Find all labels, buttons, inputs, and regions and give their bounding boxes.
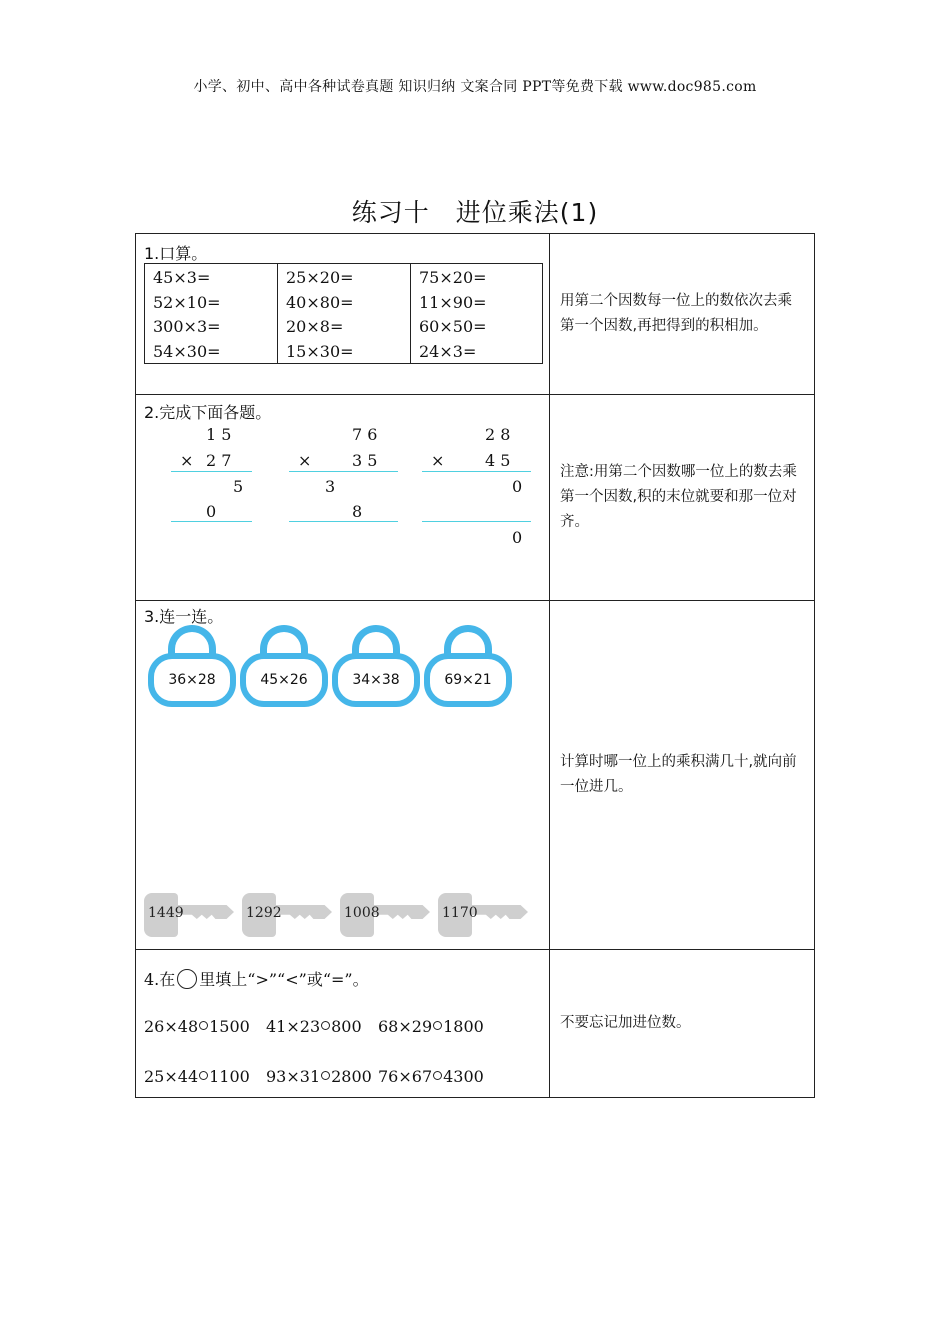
question-4-label xyxy=(144,967,369,990)
right-value: 1500 xyxy=(209,1017,250,1036)
compare-item xyxy=(378,1067,484,1086)
compare-circle[interactable] xyxy=(199,1071,208,1080)
tip-text: 注意:用第二个因数哪一位上的数去乘第一个因数,积的末位就要和那一位对齐。 xyxy=(560,464,797,530)
answer-line xyxy=(422,521,531,522)
lock-4[interactable] xyxy=(424,625,512,711)
times-sign: × xyxy=(180,451,194,470)
question-1-label: 1.口算。 xyxy=(144,244,208,263)
compare-circle[interactable] xyxy=(199,1021,208,1030)
oral-column-2 xyxy=(277,264,410,363)
compare-item xyxy=(266,1017,378,1036)
question-2-cell xyxy=(136,395,550,600)
oral-item: 15×30= xyxy=(286,341,354,361)
compare-circle[interactable] xyxy=(321,1071,330,1080)
answer-line xyxy=(289,471,398,472)
tip-text: 不要忘记加进位数。 xyxy=(560,1015,691,1031)
multiplicand: 1 5 xyxy=(206,425,232,444)
lock-label: 36×28 xyxy=(148,653,236,707)
question-1-tip xyxy=(550,234,814,394)
compare-circle[interactable] xyxy=(321,1021,330,1030)
oral-item: 25×20= xyxy=(286,268,354,287)
key-2[interactable] xyxy=(242,889,334,943)
question-4-row xyxy=(136,950,814,1097)
multiplier: 4 5 xyxy=(485,451,511,470)
partial-product-2: 0 xyxy=(206,502,217,521)
oral-item: 20×8= xyxy=(286,317,344,336)
multiplicand: 2 8 xyxy=(485,425,511,444)
right-value: 1800 xyxy=(443,1017,484,1036)
times-sign: × xyxy=(431,451,445,470)
lock-label: 69×21 xyxy=(424,653,512,707)
compare-item xyxy=(266,1067,378,1086)
left-expr: 25×44 xyxy=(144,1067,199,1086)
exercise-table xyxy=(135,233,815,1098)
oral-item: 40×80= xyxy=(286,292,354,312)
question-3-row xyxy=(136,601,814,950)
left-expr: 93×31 xyxy=(266,1067,321,1086)
key-3[interactable] xyxy=(340,889,432,943)
oral-item: 45×3= xyxy=(153,268,211,287)
oral-item: 11×90= xyxy=(419,292,487,312)
partial-product-1: 0 xyxy=(512,477,523,496)
right-value: 800 xyxy=(331,1017,362,1036)
lock-label: 34×38 xyxy=(332,653,420,707)
question-2-tip xyxy=(550,395,814,600)
question-3-label: 3.连一连。 xyxy=(144,607,224,626)
compare-circle[interactable] xyxy=(433,1021,442,1030)
circle-icon xyxy=(177,969,197,989)
compare-item xyxy=(378,1017,484,1036)
question-4-tip xyxy=(550,950,814,1097)
partial-product-2: 8 xyxy=(352,502,363,521)
compare-circle[interactable] xyxy=(433,1071,442,1080)
key-label: 1292 xyxy=(246,905,282,921)
oral-column-1 xyxy=(145,264,278,363)
oral-item: 300×3= xyxy=(153,317,221,336)
oral-calc-table xyxy=(144,263,543,364)
multiplier: 3 5 xyxy=(352,451,378,470)
result: 0 xyxy=(512,528,523,547)
key-label: 1008 xyxy=(344,905,380,921)
compare-item xyxy=(144,1067,266,1086)
answer-line xyxy=(422,471,531,472)
tip-text: 计算时哪一位上的乘积满几十,就向前一位进几。 xyxy=(560,754,797,795)
multiplier: 2 7 xyxy=(206,451,232,470)
answer-line xyxy=(171,521,252,522)
multiplicand: 7 6 xyxy=(352,425,378,444)
lock-label: 45×26 xyxy=(240,653,328,707)
times-sign: × xyxy=(298,451,312,470)
label-suffix: 里填上“>”“<”或“=”。 xyxy=(199,970,369,989)
key-4[interactable] xyxy=(438,889,530,943)
question-2-row xyxy=(136,395,814,601)
question-1-cell xyxy=(136,234,550,394)
lock-1[interactable] xyxy=(148,625,236,711)
lock-2[interactable] xyxy=(240,625,328,711)
question-1-row xyxy=(136,234,814,395)
lock-3[interactable] xyxy=(332,625,420,711)
right-value: 4300 xyxy=(443,1067,484,1086)
key-1[interactable] xyxy=(144,889,236,943)
compare-row-1 xyxy=(144,1017,484,1036)
compare-row-2 xyxy=(144,1067,484,1086)
left-expr: 68×29 xyxy=(378,1017,433,1036)
question-3-cell xyxy=(136,601,550,949)
page-title: 练习十 进位乘法(1) xyxy=(351,198,599,227)
key-label: 1449 xyxy=(148,905,184,921)
right-value: 1100 xyxy=(209,1067,250,1086)
oral-column-3 xyxy=(410,264,542,363)
oral-item: 60×50= xyxy=(419,317,487,336)
question-3-tip xyxy=(550,601,814,949)
key-label: 1170 xyxy=(442,905,478,921)
question-2-label: 2.完成下面各题。 xyxy=(144,403,272,422)
oral-item: 52×10= xyxy=(153,292,221,312)
tip-text: 用第二个因数每一位上的数依次去乘第一个因数,再把得到的积相加。 xyxy=(560,293,792,334)
left-expr: 26×48 xyxy=(144,1017,199,1036)
question-4-cell xyxy=(136,950,550,1097)
right-value: 2800 xyxy=(331,1067,372,1086)
oral-item: 75×20= xyxy=(419,268,487,287)
oral-item: 54×30= xyxy=(153,341,221,361)
label-prefix: 4.在 xyxy=(144,970,176,989)
page-header: 小学、初中、高中各种试卷真题 知识归纳 文案合同 PPT等免费下载 www.doc985.com xyxy=(193,79,757,95)
partial-product-1: 5 xyxy=(233,477,244,496)
answer-line xyxy=(289,521,398,522)
left-expr: 41×23 xyxy=(266,1017,321,1036)
left-expr: 76×67 xyxy=(378,1067,433,1086)
answer-line xyxy=(171,471,252,472)
partial-product-1: 3 xyxy=(325,477,336,496)
oral-item: 24×3= xyxy=(419,341,477,361)
compare-item xyxy=(144,1017,266,1036)
